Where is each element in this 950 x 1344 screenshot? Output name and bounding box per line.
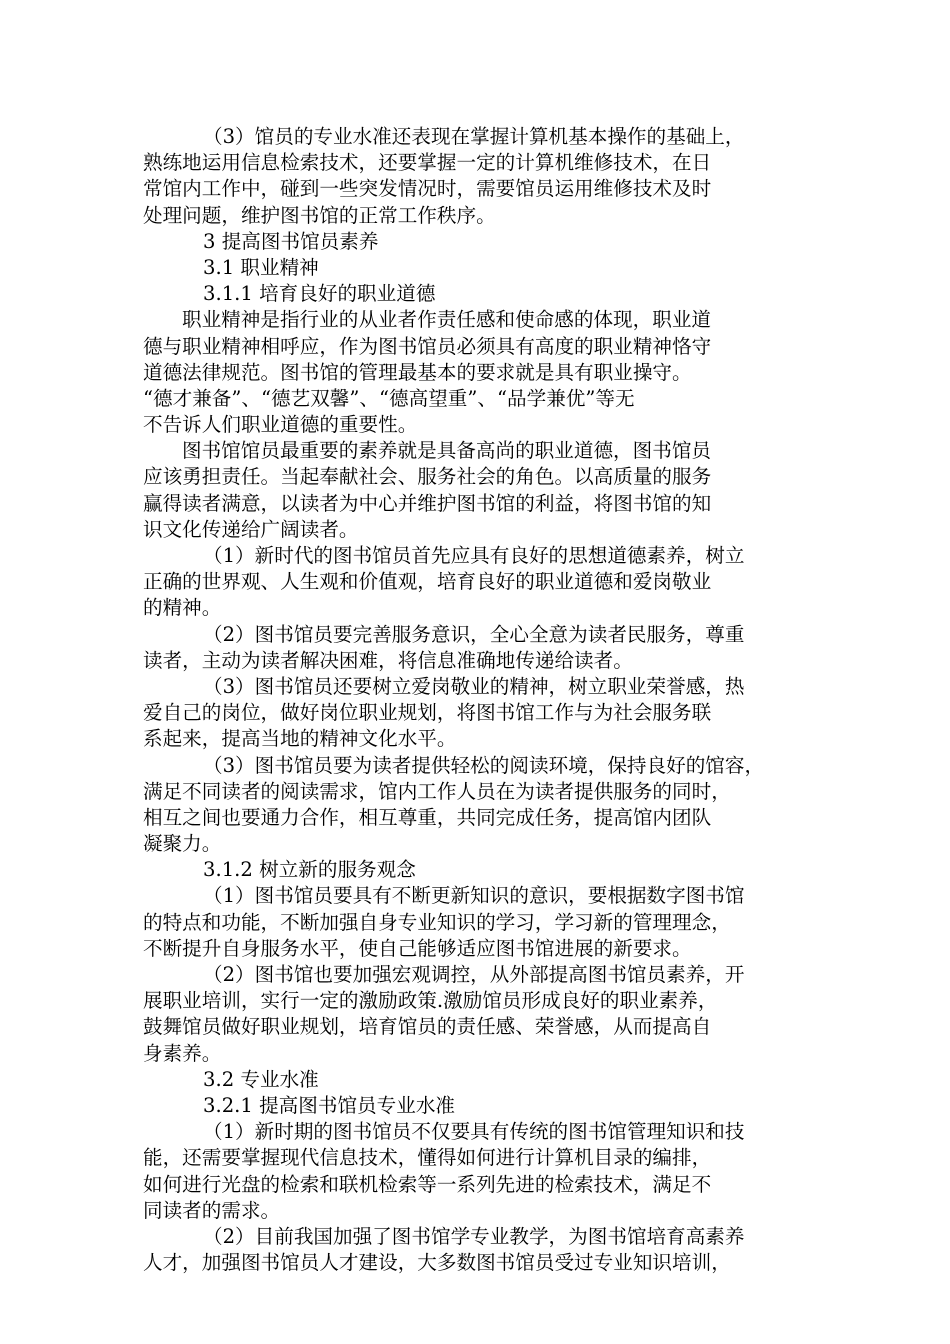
text-line: （3）馆员的专业水准还表现在掌握计算机基本操作的基础上，: [203, 125, 745, 148]
text-line: 3.1 职业精神: [203, 255, 319, 279]
text-line: （1）图书馆员要具有不断更新知识的意识，要根据数字图书馆: [203, 884, 745, 908]
document-body: [143, 124, 813, 1276]
text-line: 人才，加强图书馆员人才建设，大多数图书馆员受过专业知识培训，: [143, 1251, 731, 1275]
text-line: 爱自己的岗位，做好岗位职业规划，将图书馆工作与为社会服务联: [143, 701, 712, 725]
text-line: 3.1.2 树立新的服务观念: [203, 858, 416, 882]
text-line: 3.2 专业水准: [203, 1067, 319, 1091]
text-line: 鼓舞馆员做好职业规划，培育馆员的责任感、荣誉感，从而提高自: [143, 1015, 712, 1039]
text-line: 道德法律规范。图书馆的管理最基本的要求就是具有职业操守。: [143, 360, 692, 384]
text-line: （2）图书馆员要完善服务意识，全心全意为读者民服务，尊重: [203, 622, 745, 646]
text-line: 的特点和功能，不断加强自身专业知识的学习，学习新的管理理念，: [143, 910, 731, 934]
text-line: 职业精神是指行业的从业者作责任感和使命感的体现，职业道: [182, 308, 712, 332]
text-line: （3）图书馆员要为读者提供轻松的阅读环境，保持良好的馆容，: [203, 753, 765, 777]
text-line: 展职业培训，实行一定的激励政策.激励馆员形成良好的职业素养，: [143, 989, 718, 1013]
text-line: 同读者的需求。: [143, 1198, 281, 1222]
text-line: 处理问题，维护图书馆的正常工作秩序。: [143, 203, 496, 227]
text-line: 赢得读者满意，以读者为中心并维护图书馆的利益，将图书馆的知: [143, 491, 712, 515]
text-line: 满足不同读者的阅读需求，馆内工作人员在为读者提供服务的同时，: [143, 779, 731, 803]
text-line: 3 提高图书馆员素养: [203, 229, 379, 253]
text-line: 图书馆馆员最重要的素养就是具备高尚的职业道德，图书馆员: [182, 439, 712, 463]
text-line: 3.2.1 提高图书馆员专业水准: [203, 1093, 456, 1117]
text-line: 读者，主动为读者解决困难，将信息准确地传递给读者。: [143, 648, 633, 672]
text-line: 德与职业精神相呼应，作为图书馆员必须具有高度的职业精神恪守: [143, 334, 712, 358]
text-line: 的精神。: [143, 596, 222, 620]
text-line: （1）新时期的图书馆员不仅要具有传统的图书馆管理知识和技: [203, 1120, 745, 1144]
text-line: 应该勇担责任。当起奉献社会、服务社会的角色。以高质量的服务: [143, 465, 712, 489]
text-line: 身素养。: [143, 1041, 222, 1065]
text-line: （2）目前我国加强了图书馆学专业教学，为图书馆培育高素养: [203, 1224, 745, 1248]
text-line: 熟练地运用信息检索技术，还要掌握一定的计算机维修技术，在日: [143, 151, 712, 175]
text-line: “德才兼备”、“德艺双馨”、“德高望重”、“品学兼优”等无: [143, 386, 635, 410]
text-line: 系起来，提高当地的精神文化水平。: [143, 727, 457, 751]
text-line: 常馆内工作中，碰到一些突发情况时，需要馆员运用维修技术及时: [143, 177, 712, 201]
text-line: 凝聚力。: [143, 832, 222, 856]
text-line: （2）图书馆也要加强宏观调控，从外部提高图书馆员素养，开: [203, 963, 745, 986]
text-line: 3.1.1 培育良好的职业道德: [203, 282, 436, 306]
text-line: 识文化传递给广阔读者。: [143, 517, 359, 541]
text-line: 不告诉人们职业道德的重要性。: [143, 413, 418, 437]
text-line: 如何进行光盘的检索和联机检索等一系列先进的检索技术，满足不: [143, 1172, 712, 1196]
text-line: 相互之间也要通力合作，相互尊重，共同完成任务，提高馆内团队: [143, 805, 712, 829]
text-line: （1）新时代的图书馆员首先应具有良好的思想道德素养，树立: [203, 544, 745, 567]
text-line: 不断提升自身服务水平，使自己能够适应图书馆进展的新要求。: [143, 936, 692, 960]
text-line: （3）图书馆员还要树立爱岗敬业的精神，树立职业荣誉感，热: [203, 674, 745, 698]
text-line: 能，还需要掌握现代信息技术，懂得如何进行计算机目录的编排，: [143, 1146, 712, 1170]
text-line: 正确的世界观、人生观和价值观，培育良好的职业道德和爱岗敬业: [143, 570, 712, 594]
